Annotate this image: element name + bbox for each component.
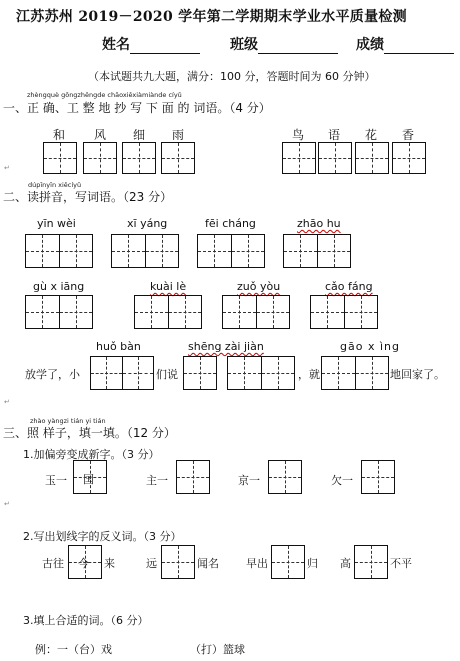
sentence-text: 地回家了。 — [390, 368, 445, 381]
q2-label: 2.写出划线字的反义词。（3 分） — [23, 530, 182, 543]
pinyin-prompt: gāo x ìng — [340, 340, 400, 353]
exam-note: （本试题共九大题，满分：100 分，答题时间为 60 分钟） — [88, 70, 376, 83]
q2-item-post: 归 — [307, 557, 318, 570]
writing-box[interactable] — [318, 142, 352, 174]
section2-title: 读拼音，写词语。（23 分） — [27, 190, 173, 204]
writing-box-pair[interactable] — [25, 295, 93, 329]
section1-number: 一、 — [3, 101, 28, 115]
section3-title: 照 样子，填一填。（12 分） — [27, 426, 176, 440]
q2-item-post: 闻名 — [197, 557, 219, 570]
q1-example-char: 玉一 — [45, 474, 67, 487]
q1-item: 京一 — [238, 474, 260, 487]
s1-char: 语 — [328, 128, 341, 142]
pinyin-prompt: xī yáng — [127, 217, 168, 230]
writing-box-pair[interactable] — [25, 234, 93, 268]
s1-char: 和 — [53, 128, 66, 142]
q2-example-post: 来 — [104, 557, 115, 570]
writing-box[interactable] — [161, 142, 195, 174]
pinyin-prompt: gù x iāng — [33, 280, 85, 293]
name-label: 姓名 — [102, 37, 130, 53]
q1-item: 主一 — [146, 474, 168, 487]
name-blank[interactable] — [130, 39, 200, 54]
class-label: 班级 — [230, 37, 258, 53]
writing-box[interactable] — [43, 142, 77, 174]
section1-title: 正 确、工 整 地 抄 写 下 面 的 词语。（4 分） — [27, 101, 271, 115]
pinyin-prompt: kuài lè — [150, 280, 187, 293]
writing-box-pair[interactable] — [321, 356, 389, 390]
section2-pinyin: dúpīnyīn xiěcíyǔ — [28, 181, 82, 189]
writing-box-pair[interactable] — [283, 234, 351, 268]
writing-box[interactable] — [122, 142, 156, 174]
pinyin-prompt: shēng zài jiàn — [188, 340, 264, 353]
paragraph-mark-icon: ↵ — [4, 500, 10, 508]
writing-box[interactable] — [355, 142, 389, 174]
writing-box-pair[interactable] — [222, 295, 290, 329]
q2-item-post: 不平 — [390, 557, 412, 570]
class-blank[interactable] — [258, 39, 338, 54]
writing-box-pair[interactable] — [90, 356, 154, 390]
example-box — [68, 545, 102, 579]
writing-box[interactable] — [161, 545, 195, 579]
writing-box[interactable] — [268, 460, 302, 494]
q2-item-pre: 早出 — [246, 557, 268, 570]
writing-box-pair[interactable] — [197, 234, 265, 268]
q1-example-answer: 国 — [83, 473, 94, 486]
q2-example-pre: 古往 — [42, 557, 64, 570]
writing-box-pair[interactable] — [310, 295, 378, 329]
pinyin-prompt: fēi cháng — [205, 217, 256, 230]
sentence-text: ，就 — [298, 368, 320, 381]
q2-item-pre: 远 — [146, 557, 157, 570]
q2-example-answer: 今 — [78, 557, 89, 570]
s1-char: 细 — [133, 128, 146, 142]
score-blank[interactable] — [384, 39, 454, 54]
writing-box-pair[interactable] — [227, 356, 295, 390]
q2-item-pre: 高 — [340, 557, 351, 570]
s1-char: 雨 — [172, 128, 185, 142]
section2-heading — [3, 188, 172, 205]
pinyin-prompt: zhāo hu — [297, 217, 341, 230]
section1-pinyin: zhèngquè gōngzhěngde chāoxiěxiàmiànde cíyǔ — [27, 91, 182, 99]
writing-box[interactable] — [271, 545, 305, 579]
name-field — [102, 34, 200, 54]
pinyin-prompt: cǎo fáng — [325, 280, 373, 293]
writing-box[interactable] — [282, 142, 316, 174]
section1-heading — [3, 99, 271, 116]
q3-item: （打）篮球 — [190, 643, 245, 656]
s1-char: 鸟 — [292, 128, 305, 142]
score-label: 成绩 — [356, 37, 384, 53]
q3-label: 3.填上合适的词。（6 分） — [23, 614, 149, 627]
writing-box-pair[interactable] — [134, 295, 202, 329]
pinyin-prompt: zuǒ yòu — [237, 280, 281, 293]
pinyin-prompt: huǒ bàn — [96, 340, 141, 353]
class-field — [230, 34, 338, 54]
q1-label: 1.加偏旁变成新字。（3 分） — [23, 448, 160, 461]
paragraph-mark-icon: ↵ — [4, 398, 10, 406]
writing-box[interactable] — [392, 142, 426, 174]
s1-char: 风 — [94, 128, 107, 142]
exam-title: 江苏苏州 2019－2020 学年第二学期期末学业水平质量检测 — [16, 9, 407, 25]
q3-example: 例：一（台）戏 — [35, 643, 112, 656]
q1-item: 欠一 — [331, 474, 353, 487]
pinyin-prompt: yīn wèi — [37, 217, 76, 230]
section3-pinyin: zhào yàngzi tián yi tián — [30, 417, 106, 425]
section3-number: 三、 — [3, 426, 28, 440]
sentence-text: 放学了，小 — [25, 368, 80, 381]
writing-box-pair[interactable] — [111, 234, 179, 268]
writing-box[interactable] — [183, 356, 217, 390]
example-box — [73, 460, 107, 494]
s1-char: 香 — [402, 128, 415, 142]
score-field — [356, 34, 454, 54]
writing-box[interactable] — [354, 545, 388, 579]
section3-heading — [3, 424, 176, 441]
writing-box[interactable] — [361, 460, 395, 494]
section2-number: 二、 — [3, 190, 28, 204]
paragraph-mark-icon: ↵ — [4, 164, 10, 172]
writing-box[interactable] — [83, 142, 117, 174]
s1-char: 花 — [365, 128, 378, 142]
writing-box[interactable] — [176, 460, 210, 494]
sentence-text: 们说 — [156, 368, 178, 381]
